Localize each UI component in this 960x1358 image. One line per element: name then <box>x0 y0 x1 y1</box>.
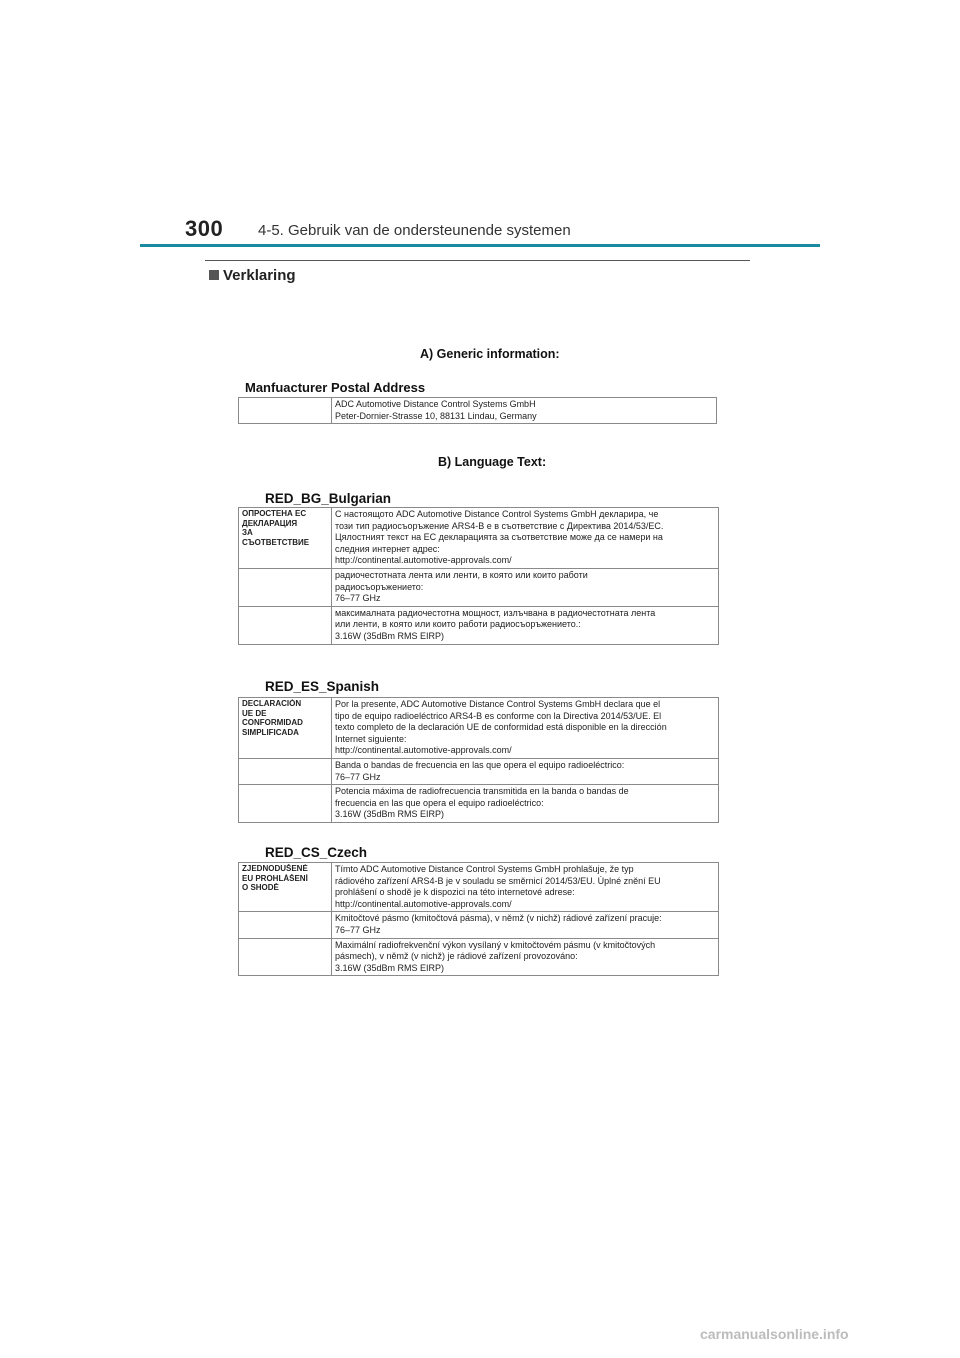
generic-info-title: A) Generic information: <box>420 347 560 361</box>
frequency-band-cell: Banda o bandas de frecuencia en las que opera el equipo radioeléctrico: 76–77 GHz <box>332 758 719 784</box>
table-row <box>239 698 719 759</box>
language-text-title: B) Language Text: <box>438 455 547 469</box>
frequency-band-cell: радиочестотната лента или ленти, в която или които работи радиосъоръжението: 76–77 GHz <box>332 568 719 606</box>
max-power-cell: максималната радиочестотна мощност, излъчвана в радиочестотната лента или ленти, в която или които работи радиосъоръжението.: 3.16W (35dBm RMS EIRP) <box>332 606 719 644</box>
empty-cell <box>239 938 332 976</box>
table-row <box>239 912 719 938</box>
empty-cell <box>239 785 332 823</box>
spanish-table <box>238 697 719 823</box>
frequency-band-cell: Kmitočtové pásmo (kmitočtová pásma), v němž (v nichž) rádiové zařízení pracuje: 76–77 GHz <box>332 912 719 938</box>
declaration-text-cell: С настоящото ADC Automotive Distance Control Systems GmbH декларира, че този тип радиосъоръжение ARS4-B е в съответствие с Директива 2014/53/ЕС. Цялостният текст на ЕС декларацията за съответствие може да се намери на следния интернет адрес: http://continental.automotive-approvals.com/ <box>332 508 719 569</box>
table-row <box>239 606 719 644</box>
manufacturer-address-label: Manfuacturer Postal Address <box>245 380 426 395</box>
square-bullet-icon <box>209 270 219 280</box>
section-title: 4-5. Gebruik van de ondersteunende systemen <box>258 222 571 239</box>
bulgarian-label: RED_BG_Bulgarian <box>265 491 392 506</box>
content-divider <box>205 260 750 261</box>
bulgarian-table <box>238 507 719 645</box>
header-divider <box>140 244 820 247</box>
max-power-cell: Potencia máxima de radiofrecuencia transmitida en la banda o bandas de frecuencia en las que opera el equipo radioeléctrico: 3.16W (35dBm RMS EIRP) <box>332 785 719 823</box>
table-row <box>239 568 719 606</box>
empty-cell <box>239 912 332 938</box>
table-row <box>239 785 719 823</box>
table-row <box>239 938 719 976</box>
manufacturer-address-table <box>238 397 717 424</box>
declaration-title-cell: ОПРОСТЕНА ЕС ДЕКЛАРАЦИЯ ЗА СЪОТВЕТСТВИЕ <box>239 508 332 569</box>
declaration-text-cell: Por la presente, ADC Automotive Distance Control Systems GmbH declara que el tipo de equipo radioeléctrico ARS4-B es conforme con la Directiva 2014/53/UE. El texto completo de la declaración UE de conformidad está disponible en la dirección Internet siguiente: http://continental.automotive-approvals.com/ <box>332 698 719 759</box>
max-power-cell: Maximální radiofrekvenční výkon vysílaný v kmitočtovém pásmu (v kmitočtových pásmech), v němž (v nichž) je rádiové zařízení provozováno: 3.16W (35dBm RMS EIRP) <box>332 938 719 976</box>
empty-cell <box>239 606 332 644</box>
page-number: 300 <box>185 216 224 241</box>
empty-cell <box>239 758 332 784</box>
heading-text: Verklaring <box>223 267 296 284</box>
watermark: carmanualsonline.info <box>700 1326 849 1342</box>
empty-cell <box>239 568 332 606</box>
address-cell: ADC Automotive Distance Control Systems GmbH Peter-Dornier-Strasse 10, 88131 Lindau, Germany <box>332 398 717 424</box>
table-row <box>239 863 719 912</box>
table-row <box>239 508 719 569</box>
page-heading <box>209 267 296 284</box>
table-row <box>239 758 719 784</box>
declaration-title-cell: ZJEDNODUŠENÉ EU PROHLÁŠENÍ O SHODĚ <box>239 863 332 912</box>
declaration-title-cell: DECLARACIÓN UE DE CONFORMIDAD SIMPLIFICADA <box>239 698 332 759</box>
czech-table <box>238 862 719 976</box>
czech-label: RED_CS_Czech <box>265 845 368 860</box>
empty-cell <box>239 398 332 424</box>
spanish-label: RED_ES_Spanish <box>265 679 380 694</box>
declaration-text-cell: Tímto ADC Automotive Distance Control Systems GmbH prohlašuje, že typ rádiového zařízení ARS4-B je v souladu se směrnicí 2014/53/EU. Úplné znění EU prohlášení o shodě je k dispozici na této internetové adrese: http://continental.automotive-approvals.com/ <box>332 863 719 912</box>
